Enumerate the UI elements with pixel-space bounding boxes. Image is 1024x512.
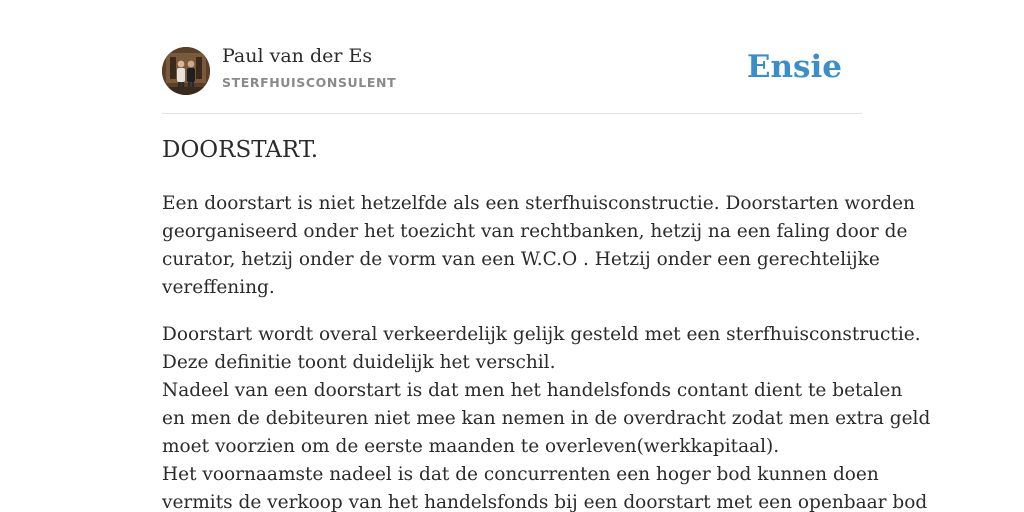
text-line: Deze definitie toont duidelijk het verschil. [162, 352, 556, 373]
brand-logo[interactable]: Ensie [746, 49, 842, 85]
text-line: moet voorzien om de eerste maanden te overleven(werkkapitaal). [162, 436, 780, 457]
article-title: DOORSTART. [162, 137, 319, 163]
text-line: Nadeel van een doorstart is dat men het handelsfonds contant dient te betalen [162, 380, 903, 401]
text-line: Een doorstart is niet hetzelfde als een sterfhuisconstructie. Doorstarten worden [162, 193, 915, 214]
text-line: georganiseerd onder het toezicht van rechtbanken, hetzij na een faling door de [162, 221, 908, 242]
text-line: Het voornaamste nadeel is dat de concurrenten een hoger bod kunnen doen [162, 464, 879, 485]
avatar-photo-icon [162, 47, 210, 95]
text-line: en men de debiteuren niet mee kan nemen in de overdracht zodat men extra geld [162, 408, 931, 429]
paragraph [162, 190, 915, 302]
author-avatar[interactable] [162, 47, 210, 95]
text-line: vereffening. [162, 277, 275, 298]
text-line: curator, hetzij onder de vorm van een W.C.O . Hetzij onder een gerechtelijke [162, 249, 880, 270]
paragraph [162, 321, 931, 512]
text-line: Doorstart wordt overal verkeerdelijk gelijk gesteld met een sterfhuisconstructie. [162, 324, 921, 345]
author-header [162, 0, 862, 114]
author-role: STERFHUISCONSULENT [222, 75, 397, 90]
text-line: vermits de verkoop van het handelsfonds bij een doorstart met een openbaar bod [162, 492, 928, 512]
article-body [162, 190, 931, 512]
content-column [162, 0, 931, 512]
author-name[interactable]: Paul van der Es [222, 45, 373, 67]
